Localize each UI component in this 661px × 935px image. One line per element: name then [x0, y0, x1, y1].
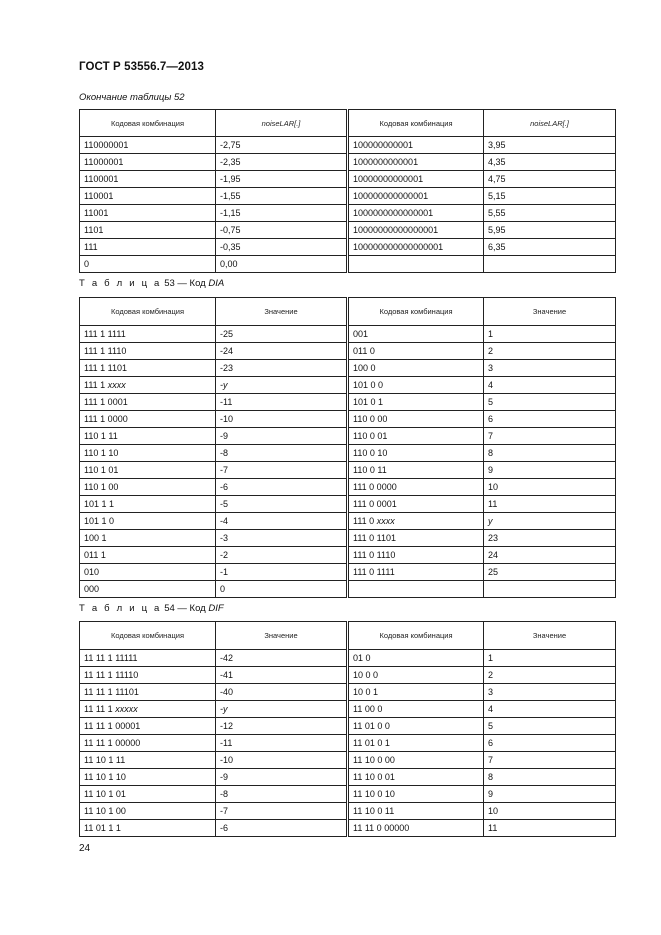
table-row	[80, 547, 616, 564]
table-row	[80, 428, 616, 445]
table-cell: -11	[216, 394, 348, 411]
table-cell: -2,35	[216, 154, 348, 171]
table-row	[80, 803, 616, 820]
table-cell: 5,55	[484, 205, 616, 222]
table-cell: 111 0 0001	[348, 496, 484, 513]
table-cell: 100000000001	[348, 137, 484, 154]
table-cell: 11 10 0 00	[348, 752, 484, 769]
table-cell: 11 10 1 10	[80, 769, 216, 786]
table-cell: -1	[216, 564, 348, 581]
table-cell: 011 1	[80, 547, 216, 564]
table-row	[80, 530, 616, 547]
table-cell: 11 11 1 11111	[80, 650, 216, 667]
table-cell: -2,75	[216, 137, 348, 154]
table-cell: -y	[216, 701, 348, 718]
table-cell: 11	[484, 820, 616, 837]
table-cell: 0,00	[216, 256, 348, 273]
table-cell: 11 01 1 1	[80, 820, 216, 837]
table-cell: 111 1 xxxx	[80, 377, 216, 394]
table-cell: -25	[216, 326, 348, 343]
table54-header-value-1: Значение	[216, 622, 348, 650]
table-cell: 111 1 0001	[80, 394, 216, 411]
table-cell: 111 0 1110	[348, 547, 484, 564]
table-cell: 4	[484, 377, 616, 394]
table-row	[80, 188, 616, 205]
table-row	[80, 343, 616, 360]
table-row	[80, 786, 616, 803]
table-cell: 8	[484, 445, 616, 462]
table-cell: -8	[216, 445, 348, 462]
table53-caption	[79, 278, 224, 289]
table-row	[80, 222, 616, 239]
table-cell: 11 11 1 xxxxx	[80, 701, 216, 718]
table-cell: 8	[484, 769, 616, 786]
table-cell: 25	[484, 564, 616, 581]
table-cell: 110 0 01	[348, 428, 484, 445]
table-cell: 11 00 0	[348, 701, 484, 718]
table53-caption-code: DIA	[208, 278, 225, 289]
table53-header-code-2: Кодовая комбинация	[348, 298, 484, 326]
table-row	[80, 684, 616, 701]
table-cell: 110 1 00	[80, 479, 216, 496]
table52-header-code-2: Кодовая комбинация	[348, 110, 484, 137]
table-row	[80, 752, 616, 769]
table-cell: 110 0 11	[348, 462, 484, 479]
table-cell: 111 0 xxxx	[348, 513, 484, 530]
table-cell: -42	[216, 650, 348, 667]
table-row	[80, 445, 616, 462]
table53-header-value-1: Значение	[216, 298, 348, 326]
table-cell: 7	[484, 752, 616, 769]
table-cell: -10	[216, 752, 348, 769]
table53-caption-prefix: Т а б л и ц а	[79, 278, 162, 289]
table-row	[80, 171, 616, 188]
table-cell: 11 10 1 11	[80, 752, 216, 769]
table-row	[80, 479, 616, 496]
table-cell: 1100001	[80, 171, 216, 188]
table-cell: 11 11 1 11110	[80, 667, 216, 684]
table53-header-code-1: Кодовая комбинация	[80, 298, 216, 326]
table-cell: 11 10 1 00	[80, 803, 216, 820]
table-cell: 10 0 0	[348, 667, 484, 684]
table-cell: -41	[216, 667, 348, 684]
table-cell: -4	[216, 513, 348, 530]
table54-header-code-2: Кодовая комбинация	[348, 622, 484, 650]
table-cell: -3	[216, 530, 348, 547]
table-cell: 11	[484, 496, 616, 513]
table-cell	[348, 256, 484, 273]
table-53	[79, 297, 616, 598]
table-cell: 110000001	[80, 137, 216, 154]
table54-caption-code: DIF	[208, 603, 224, 614]
table52-header-value-1: noiseLAR[.]	[216, 110, 348, 137]
table-row	[80, 564, 616, 581]
table-row	[80, 394, 616, 411]
table-row	[80, 513, 616, 530]
table53-caption-num: 53 — Код	[164, 278, 209, 289]
table-cell: 11 10 1 01	[80, 786, 216, 803]
table-cell: 3,95	[484, 137, 616, 154]
table-cell: -0,35	[216, 239, 348, 256]
table-row	[80, 718, 616, 735]
table-cell: 3	[484, 360, 616, 377]
table-cell: 11 01 0 0	[348, 718, 484, 735]
table-row	[80, 256, 616, 273]
table-cell: -2	[216, 547, 348, 564]
table-cell: 5,95	[484, 222, 616, 239]
table-cell: 11 01 0 1	[348, 735, 484, 752]
table-row	[80, 701, 616, 718]
table-cell: -1,55	[216, 188, 348, 205]
table-row	[80, 735, 616, 752]
table-cell: 1	[484, 326, 616, 343]
table-cell: 0	[80, 256, 216, 273]
table-cell: 10	[484, 479, 616, 496]
table52-header-code-1: Кодовая комбинация	[80, 110, 216, 137]
table-row	[80, 496, 616, 513]
table-cell: -0,75	[216, 222, 348, 239]
table-cell: 7	[484, 428, 616, 445]
table-row	[80, 239, 616, 256]
table-cell: 000	[80, 581, 216, 598]
table-cell: 111 1 1111	[80, 326, 216, 343]
table-cell: 101 0 1	[348, 394, 484, 411]
table-cell: 100 0	[348, 360, 484, 377]
table-cell: -11	[216, 735, 348, 752]
table-cell: 10	[484, 803, 616, 820]
table-cell: 9	[484, 786, 616, 803]
table-cell: 11 10 0 11	[348, 803, 484, 820]
table-cell: 11 11 0 00000	[348, 820, 484, 837]
table-cell: 101 1 0	[80, 513, 216, 530]
table-cell: 101 1 1	[80, 496, 216, 513]
table-52	[79, 109, 616, 273]
table-cell: 4	[484, 701, 616, 718]
table54-caption-num: 54 — Код	[164, 603, 209, 614]
table-cell	[348, 581, 484, 598]
table-cell: -7	[216, 462, 348, 479]
table-cell: y	[484, 513, 616, 530]
table-cell: 111 1 1101	[80, 360, 216, 377]
table54-caption	[79, 603, 224, 614]
table-cell: 5	[484, 718, 616, 735]
table-cell: 4,75	[484, 171, 616, 188]
table-cell: 1	[484, 650, 616, 667]
table-row	[80, 411, 616, 428]
table-cell: 10000000000001	[348, 171, 484, 188]
table-cell: -6	[216, 479, 348, 496]
table-cell: -1,15	[216, 205, 348, 222]
table-cell: 10000000000000001	[348, 222, 484, 239]
table-cell: 0	[216, 581, 348, 598]
table-cell: -23	[216, 360, 348, 377]
table-row	[80, 377, 616, 394]
table-row	[80, 137, 616, 154]
table54-header-value-2: Значение	[484, 622, 616, 650]
table-cell: 001	[348, 326, 484, 343]
table-row	[80, 205, 616, 222]
table-cell: 1000000000001	[348, 154, 484, 171]
table54-header-code-1: Кодовая комбинация	[80, 622, 216, 650]
table52-header-value-2: noiseLAR[.]	[484, 110, 616, 137]
table-cell: 11 10 0 01	[348, 769, 484, 786]
table-cell: 6	[484, 735, 616, 752]
table-cell: 111 0 1101	[348, 530, 484, 547]
table-cell: 100000000000001	[348, 188, 484, 205]
table53-header-value-2: Значение	[484, 298, 616, 326]
table-row	[80, 462, 616, 479]
table-cell: 111	[80, 239, 216, 256]
table-cell: -9	[216, 428, 348, 445]
table-row	[80, 820, 616, 837]
table-cell: 11 11 1 00000	[80, 735, 216, 752]
table-cell: 110 0 00	[348, 411, 484, 428]
table-cell: 5	[484, 394, 616, 411]
table-cell: -6	[216, 820, 348, 837]
table-cell: -8	[216, 786, 348, 803]
table-cell: 11001	[80, 205, 216, 222]
table54-caption-prefix: Т а б л и ц а	[79, 603, 162, 614]
table-cell: 5,15	[484, 188, 616, 205]
table-cell: -12	[216, 718, 348, 735]
table-cell: 24	[484, 547, 616, 564]
page-number: 24	[79, 843, 91, 854]
table-cell: 111 0 1111	[348, 564, 484, 581]
table-cell: 110 1 01	[80, 462, 216, 479]
table-cell: 3	[484, 684, 616, 701]
table-cell: 111 1 1110	[80, 343, 216, 360]
table-cell: 01 0	[348, 650, 484, 667]
table-54	[79, 621, 616, 837]
table-cell: 10 0 1	[348, 684, 484, 701]
table-cell	[484, 581, 616, 598]
table-cell: 011 0	[348, 343, 484, 360]
table-cell: 110 0 10	[348, 445, 484, 462]
table-row	[80, 581, 616, 598]
table-cell: 11 11 1 11101	[80, 684, 216, 701]
table-cell: 1000000000000001	[348, 205, 484, 222]
table-cell: -y	[216, 377, 348, 394]
table52-caption	[79, 92, 185, 103]
table-row	[80, 154, 616, 171]
table-cell: 110001	[80, 188, 216, 205]
table-cell: 4,35	[484, 154, 616, 171]
table-cell: 100 1	[80, 530, 216, 547]
table-cell: 9	[484, 462, 616, 479]
table-cell: 11 10 0 10	[348, 786, 484, 803]
table-cell: 111 1 0000	[80, 411, 216, 428]
table-cell: -5	[216, 496, 348, 513]
table-cell: 010	[80, 564, 216, 581]
table-cell	[484, 256, 616, 273]
table-cell: -24	[216, 343, 348, 360]
table-cell: 111 0 0000	[348, 479, 484, 496]
table-cell: -1,95	[216, 171, 348, 188]
table-cell: -10	[216, 411, 348, 428]
table-cell: -7	[216, 803, 348, 820]
table-cell: 6,35	[484, 239, 616, 256]
table-cell: 100000000000000001	[348, 239, 484, 256]
table-cell: 110 1 11	[80, 428, 216, 445]
table-cell: 6	[484, 411, 616, 428]
table-row	[80, 360, 616, 377]
table52-caption-text: Окончание таблицы 52	[79, 92, 185, 103]
table-row	[80, 326, 616, 343]
table-cell: 2	[484, 343, 616, 360]
table-row	[80, 650, 616, 667]
table-cell: 11000001	[80, 154, 216, 171]
table-cell: 2	[484, 667, 616, 684]
table-row	[80, 769, 616, 786]
document-header: ГОСТ Р 53556.7—2013	[79, 61, 204, 73]
table-cell: -40	[216, 684, 348, 701]
table-cell: -9	[216, 769, 348, 786]
table-cell: 23	[484, 530, 616, 547]
table-cell: 11 11 1 00001	[80, 718, 216, 735]
table-cell: 110 1 10	[80, 445, 216, 462]
table-row	[80, 667, 616, 684]
table-cell: 1101	[80, 222, 216, 239]
table-cell: 101 0 0	[348, 377, 484, 394]
